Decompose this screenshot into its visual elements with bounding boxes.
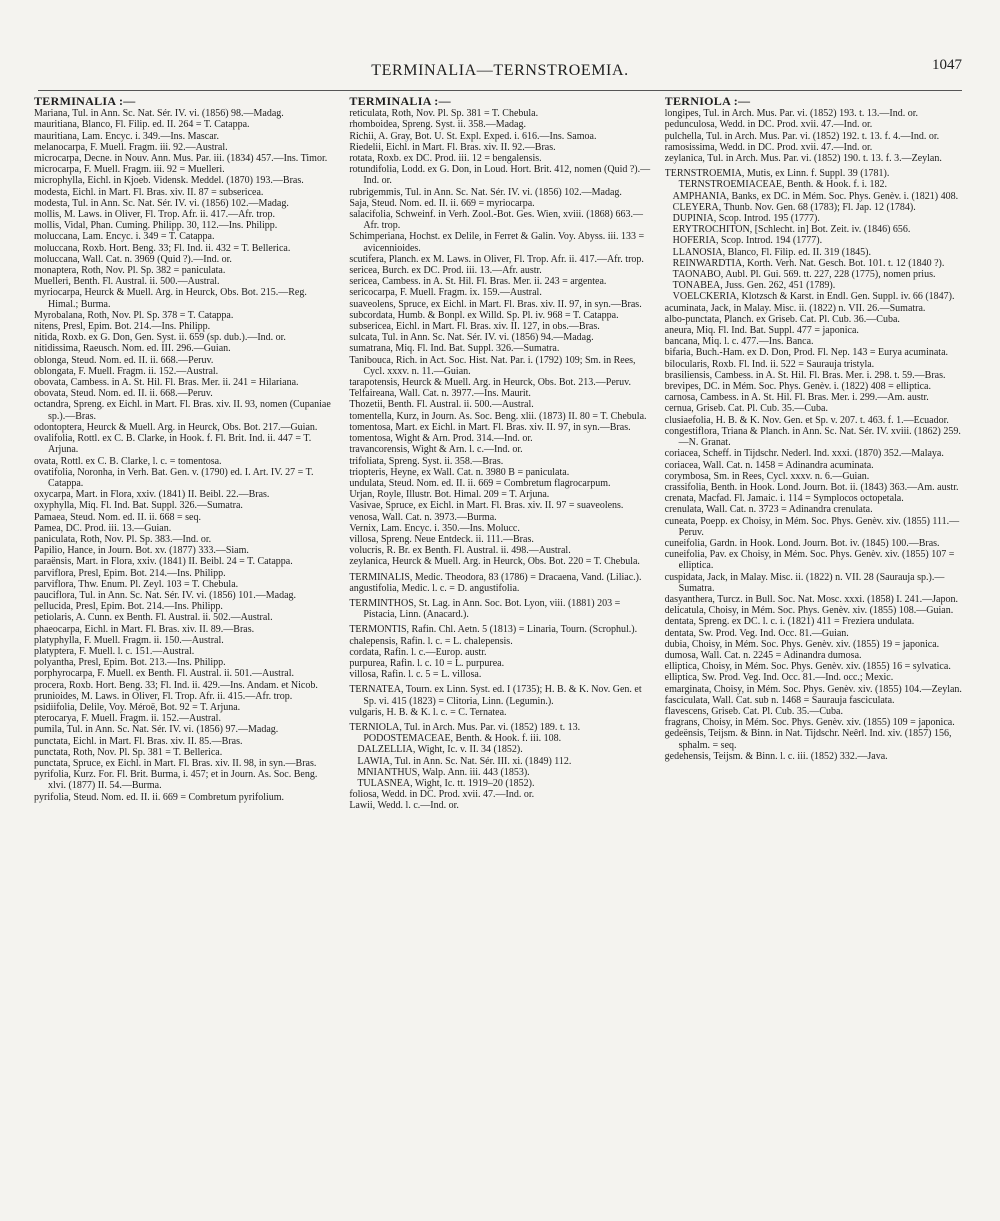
index-entry: crenulata, Wall. Cat. n. 3723 = Adinandra crenulata. xyxy=(664,504,873,516)
index-entry: polyantha, Presl, Epim. Bot. 213.—Ins. Philipp. xyxy=(34,657,226,669)
index-entry: longipes, Tul. in Arch. Mus. Par. vi. (1852) 193. t. 13.—Ind. or. xyxy=(664,108,919,120)
column-heading: TERMINALIA :— xyxy=(34,96,136,108)
index-entry: dumosa, Wall. Cat. n. 2245 = Adinandra dumosa. xyxy=(664,649,862,661)
index-entry: ovatifolia, Noronha, in Verh. Bat. Gen. v. (1790) ed. I. Art. IV. 27 = T. Catappa. xyxy=(34,466,314,489)
index-entry: aneura, Miq. Fl. Ind. Bat. Suppl. 477 = japonica. xyxy=(664,325,859,337)
index-entry: ovalifolia, Rottl. ex C. B. Clarke, in Hook. f. Fl. Brit. Ind. ii. 447 = T. Arjuna. xyxy=(34,433,312,456)
index-entry: brevipes, DC. in Mém. Soc. Phys. Genèv. i. (1822) 408 = elliptica. xyxy=(664,381,931,393)
index-entry: coriacea, Wall. Cat. n. 1458 = Adinandra acuminata. xyxy=(664,459,874,471)
column-left xyxy=(34,96,335,1209)
index-entry: ramosissima, Wedd. in DC. Prod. xvii. 47.—Ind. or. xyxy=(664,141,873,153)
index-entry: phaeocarpa, Eichl. in Mart. Fl. Bras. xiv. II. 89.—Bras. xyxy=(34,623,255,635)
header-rule xyxy=(38,90,962,91)
synonym-entry: TONABEA, Juss. Gen. 262, 451 (1789). xyxy=(672,280,836,292)
index-entry: nitida, Roxb. ex G. Don, Gen. Syst. ii. 659 (sp. dub.).—Ind. or. xyxy=(34,332,286,344)
index-entry: pyrifolia, Steud. Nom. ed. II. ii. 669 = Combretum pyrifolium. xyxy=(34,791,285,803)
index-entry: salacifolia, Schweinf. in Verh. Zool.-Bot. Ges. Wien, xviii. (1868) 663.—Afr. trop. xyxy=(349,209,643,232)
index-entry: cernua, Griseb. Cat. Pl. Cub. 35.—Cuba. xyxy=(664,403,828,415)
index-entry: subcordata, Humb. & Bonpl. ex Willd. Sp. Pl. iv. 968 = T. Catappa. xyxy=(349,309,619,321)
column-heading: TERNIOLA :— xyxy=(664,96,751,108)
columns xyxy=(34,96,966,1209)
index-entry: cuneifolia, Pav. ex Choisy, in Mém. Soc. Phys. Genèv. xiv. (1855) 107 = elliptica. xyxy=(664,549,955,572)
index-entry: sumatrana, Miq. Fl. Ind. Bat. Suppl. 326.—Sumatra. xyxy=(349,343,560,355)
page-title: TERMINALIA—TERNSTROEMIA. xyxy=(371,62,629,79)
index-entry: scutifera, Planch. ex M. Laws. in Oliver, Fl. Trop. Afr. ii. 417.—Afr. trop. xyxy=(349,253,644,265)
index-entry: platyphylla, F. Muell. Fragm. ii. 150.—Austral. xyxy=(34,634,224,646)
index-entry: suaveolens, Spruce, ex Eichl. in Mart. Fl. Bras. xiv. II. 97, in syn.—Bras. xyxy=(349,298,642,310)
synonym-entry: LAWIA, Tul. in Ann. Sc. Nat. Sér. III. xi. (1849) 112. xyxy=(357,755,572,767)
index-entry: microcarpa, F. Muell. Fragm. iii. 92 = Muelleri. xyxy=(34,164,225,176)
index-entry: nitens, Presl, Epim. Bot. 214.—Ins. Philipp. xyxy=(34,321,211,333)
index-entry: oxyphylla, Miq. Fl. Ind. Bat. Suppl. 326.—Sumatra. xyxy=(34,500,243,512)
index-entry: sericea, Cambess. in A. St. Hil. Fl. Bras. Mer. ii. 243 = argentea. xyxy=(349,276,607,288)
index-entry: Myrobalana, Roth, Nov. Pl. Sp. 378 = T. Catappa. xyxy=(34,309,234,321)
index-entry: moluccana, Lam. Encyc. i. 349 = T. Catappa. xyxy=(34,231,215,243)
index-entry: moluccana, Wall. Cat. n. 3969 (Quid ?).—Ind. or. xyxy=(34,253,232,265)
index-entry: crassifolia, Benth. in Hook. Lond. Journ. Bot. ii. (1843) 363.—Am. austr. xyxy=(664,481,959,493)
index-entry: pumila, Tul. in Ann. Sc. Nat. Sér. IV. vi. (1856) 97.—Madag. xyxy=(34,724,279,736)
synonym-entry: DUPINIA, Scop. Introd. 195 (1777). xyxy=(672,213,820,225)
index-entry: rhomboidea, Spreng. Syst. ii. 358.—Madag. xyxy=(349,119,526,131)
index-entry: travancorensis, Wight & Arn. l. c.—Ind. or. xyxy=(349,444,523,456)
synonym-entry: MNIANTHUS, Walp. Ann. iii. 443 (1853). xyxy=(357,766,530,778)
index-entry: corymbosa, Sm. in Rees, Cycl. xxxv. n. 6.—Guian. xyxy=(664,470,870,482)
index-entry: Muelleri, Benth. Fl. Austral. ii. 500.—Austral. xyxy=(34,276,220,288)
index-entry: myriocarpa, Heurck & Muell. Arg. in Heurck, Obs. Bot. 215.—Reg. Himal.; Burma. xyxy=(34,287,307,310)
index-entry: modesta, Eichl. in Mart. Fl. Bras. xiv. II. 87 = subsericea. xyxy=(34,186,264,198)
index-entry: congestiflora, Triana & Planch. in Ann. Sc. Nat. Sér. IV. xviii. (1862) 259.—N. Granat. xyxy=(664,425,961,449)
index-entry: venosa, Wall. Cat. n. 3973.—Burma. xyxy=(349,511,497,523)
index-entry: cuspidata, Jack, in Malay. Misc. ii. (1822) n. VII. 28 (Saurauja sp.).—Sumatra. xyxy=(664,571,945,594)
index-entry: mollis, M. Laws. in Oliver, Fl. Trop. Afr. ii. 417.—Afr. trop. xyxy=(34,209,276,221)
index-entry: mauritiana, Blanco, Fl. Filip. ed. II. 264 = T. Catappa. xyxy=(34,119,250,131)
index-entry: petiolaris, A. Cunn. ex Benth. Fl. Austral. ii. 502.—Austral. xyxy=(34,612,273,624)
index-entry: mauritiana, Lam. Encyc. i. 349.—Ins. Mascar. xyxy=(34,130,219,142)
page-number: 1047 xyxy=(932,57,962,73)
index-entry: sulcata, Tul. in Ann. Sc. Nat. Sér. IV. vi. (1856) 94.—Madag. xyxy=(349,332,594,344)
genus-entry: TERMINALIS, Medic. Theodora, 83 (1786) = Dracaena, Vand. (Liliac.). xyxy=(349,571,642,583)
index-entry: carnosa, Cambess. in A. St. Hil. Fl. Bras. Mer. i. 299.—Am. austr. xyxy=(664,392,929,404)
index-entry: zeylanica, Heurck & Muell. Arg. in Heurck, Obs. Bot. 220 = T. Chebula. xyxy=(349,556,640,568)
index-entry: cuneifolia, Gardn. in Hook. Lond. Journ. Bot. iv. (1845) 100.—Bras. xyxy=(664,537,940,549)
synonym-entry: VOELCKERIA, Klotzsch & Karst. in Endl. Gen. Suppl. iv. 66 (1847). xyxy=(672,291,955,303)
index-entry: Vernix, Lam. Encyc. i. 350.—Ins. Molucc. xyxy=(349,522,520,534)
index-entry: rotata, Roxb. ex DC. Prod. iii. 12 = bengalensis. xyxy=(349,153,542,165)
index-entry: punctata, Roth, Nov. Pl. Sp. 381 = T. Bellerica. xyxy=(34,746,223,758)
index-entry: subsericea, Eichl. in Mart. Fl. Bras. xiv. II. 127, in obs.—Bras. xyxy=(349,321,600,333)
index-entry: microcarpa, Decne. in Nouv. Ann. Mus. Par. iii. (1834) 457.—Ins. Timor. xyxy=(34,153,328,165)
synonym-entry: AMPHANIA, Banks, ex DC. in Mém. Soc. Phys. Genèv. i. (1821) 408. xyxy=(672,190,959,202)
synonym-entry: REINWARDTIA, Korth. Verh. Nat. Gesch. Bot. 101. t. 12 (1840 ?). xyxy=(672,257,945,269)
index-entry: dasyanthera, Turcz. in Bull. Soc. Nat. Mosc. xxxi. (1858) I. 241.—Japon. xyxy=(664,593,958,605)
index-entry: paraënsis, Mart. in Flora, xxiv. (1841) II. Beibl. 24 = T. Catappa. xyxy=(34,556,293,568)
index-entry: coriacea, Scheff. in Tijdschr. Nederl. Ind. xxxi. (1870) 352.—Malaya. xyxy=(664,448,944,460)
index-entry: tomentella, Kurz, in Journ. As. Soc. Beng. xlii. (1873) II. 80 = T. Chebula. xyxy=(349,410,647,422)
index-entry: pauciflora, Tul. in Ann. Sc. Nat. Sér. IV. vi. (1856) 101.—Madag. xyxy=(34,589,297,601)
index-entry: chalepensis, Rafin. l. c. = L. chalepensis. xyxy=(349,635,513,647)
synonym-entry: HOFERIA, Scop. Introd. 194 (1777). xyxy=(672,235,823,247)
index-entry: zeylanica, Tul. in Arch. Mus. Par. vi. (1852) 190. t. 13. f. 3.—Zeylan. xyxy=(664,153,942,165)
genus-entry: TERMONTIS, Rafin. Chl. Aetn. 5 (1813) = Linaria, Tourn. (Scrophul.). xyxy=(349,624,638,636)
genus-entry: TERNATEA, Tourn. ex Linn. Syst. ed. I (1735); H. B. & K. Nov. Gen. et Sp. vi. 415 (1823) = Clitoria, Linn. (Legumin.). xyxy=(349,684,642,707)
index-entry: villosa, Rafin. l. c. 5 = L. villosa. xyxy=(349,669,482,681)
synonym-entry: ERYTROCHITON, [Schlecht. in] Bot. Zeit. iv. (1846) 656. xyxy=(672,224,911,236)
index-entry: gedeënsis, Teijsm. & Binn. in Nat. Tijdschr. Neêrl. Ind. xiv. (1857) 156, sphalm. = seq. xyxy=(664,728,952,751)
index-entry: sericea, Burch. ex DC. Prod. iii. 13.—Afr. austr. xyxy=(349,265,542,277)
index-entry: dentata, Spreng. ex DC. l. c. i. (1821) 411 = Freziera undulata. xyxy=(664,616,915,628)
index-entry: flavescens, Griseb. Cat. Pl. Cub. 35.—Cuba. xyxy=(664,705,843,717)
index-entry: obovata, Steud. Nom. ed. II. ii. 668.—Peruv. xyxy=(34,388,213,400)
index-entry: fragrans, Choisy, in Mém. Soc. Phys. Genèv. xiv. (1855) 109 = japonica. xyxy=(664,717,955,729)
genus-entry: TERNIOLA, Tul. in Arch. Mus. Par. vi. (1852) 189. t. 13. PODOSTEMACEAE, Benth. & Hook. f. iii. 108. xyxy=(349,721,581,745)
index-entry: delicatula, Choisy, in Mém. Soc. Phys. Genèv. xiv. (1855) 108.—Guian. xyxy=(664,605,954,617)
index-entry: foliosa, Wedd. in DC. Prod. xvii. 47.—Ind. or. xyxy=(349,789,535,801)
index-entry: pulchella, Tul. in Arch. Mus. Par. vi. (1852) 192. t. 13. f. 4.—Ind. or. xyxy=(664,130,940,142)
index-entry: bancana, Miq. l. c. 477.—Ins. Banca. xyxy=(664,336,814,348)
index-entry: volucris, R. Br. ex Benth. Fl. Austral. ii. 498.—Austral. xyxy=(349,545,571,557)
index-entry: Papilio, Hance, in Journ. Bot. xv. (1877) 333.—Siam. xyxy=(34,545,249,557)
index-entry: rotundifolia, Lodd. ex G. Don, in Loud. Hort. Brit. 412, nomen (Quid ?).—Ind. or. xyxy=(349,164,651,187)
index-entry: Pamea, DC. Prod. iii. 13.—Guian. xyxy=(34,522,172,534)
index-entry: prunioides, M. Laws. in Oliver, Fl. Trop. Afr. ii. 415.—Afr. trop. xyxy=(34,690,293,702)
index-entry: albo-punctata, Planch. ex Griseb. Cat. Pl. Cub. 36.—Cuba. xyxy=(664,313,900,325)
index-entry: parviflora, Thw. Enum. Pl. Zeyl. 103 = T. Chebula. xyxy=(34,578,239,590)
index-entry: bilocularis, Roxb. Fl. Ind. ii. 522 = Saurauja tristyla. xyxy=(664,358,875,370)
index-entry: Riedelii, Eichl. in Mart. Fl. Bras. xiv. II. 92.—Bras. xyxy=(349,141,556,153)
index-entry: platyptera, F. Muell. l. c. 151.—Austral. xyxy=(34,645,195,657)
index-entry: undulata, Steud. Nom. ed. II. ii. 669 = Combretum flagrocarpum. xyxy=(349,477,611,489)
index-entry: pedunculosa, Wedd. in DC. Prod. xvii. 47.—Ind. or. xyxy=(664,119,873,131)
index-entry: bifaria, Buch.-Ham. ex D. Don, Prod. Fl. Nep. 143 = Eurya acuminata. xyxy=(664,347,949,359)
index-entry: porphyrocarpa, F. Muell. ex Benth. Fl. Austral. ii. 501.—Austral. xyxy=(34,668,294,680)
index-entry: Schimperiana, Hochst. ex Delile, in Ferret & Galin. Voy. Abyss. iii. 133 = avicennioides. xyxy=(349,231,645,254)
index-entry: modesta, Tul. in Ann. Sc. Nat. Sér. IV. vi. (1856) 102.—Madag. xyxy=(34,197,289,209)
index-entry: dubia, Choisy, in Mém. Soc. Phys. Genèv. xiv. (1855) 19 = japonica. xyxy=(664,638,940,650)
genus-entry: TERMINTHOS, St. Lag. in Ann. Soc. Bot. Lyon, viii. (1881) 203 = Pistacia, Linn. (Anacard.). xyxy=(349,597,621,621)
column-middle xyxy=(349,96,650,1209)
index-entry: octandra, Spreng. ex Eichl. in Mart. Fl. Bras. xiv. II. 93, nomen (Cupaniae sp.).—Bras. xyxy=(34,399,331,422)
index-entry: parviflora, Presl, Epim. Bot. 214.—Ins. Philipp. xyxy=(34,567,226,579)
index-entry: pyrifolia, Kurz. For. Fl. Brit. Burma, i. 457; et in Journ. As. Soc. Beng. xlvi. (1877) II. 54.—Burma. xyxy=(34,769,318,792)
index-entry: nitidissima, Raeusch. Nom. ed. III. 296.—Guian. xyxy=(34,343,231,355)
index-entry: purpurea, Rafin. l. c. 10 = L. purpurea. xyxy=(349,657,505,669)
index-entry: cordata, Rafin. l. c.—Europ. austr. xyxy=(349,646,487,658)
index-entry: Tanibouca, Rich. in Act. Soc. Hist. Nat. Par. i. (1792) 109; Sm. in Rees, Cycl. xxxv. n. 11.—Guian. xyxy=(349,354,636,377)
index-entry: ovata, Rottl. ex C. B. Clarke, l. c. = tomentosa. xyxy=(34,455,222,467)
index-entry: vulgaris, H. B. & K. l. c. = C. Ternatea. xyxy=(349,706,507,718)
index-entry: Saja, Steud. Nom. ed. II. ii. 669 = myriocarpa. xyxy=(349,197,535,209)
index-entry: villosa, Spreng. Neue Entdeck. ii. 111.—Bras. xyxy=(349,533,534,545)
index-entry: microphylla, Eichl. in Kjoeb. Vidensk. Meddel. (1870) 193.—Bras. xyxy=(34,175,304,187)
index-entry: sericocarpa, F. Muell. Fragm. ix. 159.—Austral. xyxy=(349,287,542,299)
column-right xyxy=(665,96,966,1209)
index-entry: acuminata, Jack, in Malay. Misc. ii. (1822) n. VII. 26.—Sumatra. xyxy=(664,302,926,314)
index-entry: reticulata, Roth, Nov. Pl. Sp. 381 = T. Chebula. xyxy=(349,108,539,120)
index-entry: psidiifolia, Delile, Voy. Méroë, Bot. 92 = T. Arjuna. xyxy=(34,701,241,713)
index-entry: moluccana, Roxb. Hort. Beng. 33; Fl. Ind. ii. 432 = T. Bellerica. xyxy=(34,242,291,254)
index-entry: procera, Roxb. Hort. Beng. 33; Fl. Ind. ii. 429.—Ins. Andam. et Nicob. xyxy=(34,679,318,691)
index-entry: brasiliensis, Cambess. in A. St. Hil. Fl. Bras. Mer. i. 298. t. 59.—Bras. xyxy=(664,369,946,381)
index-entry: clusiaefolia, H. B. & K. Nov. Gen. et Sp. v. 207. t. 463. f. 1.—Ecuador. xyxy=(664,414,949,426)
index-entry: Richii, A. Gray, Bot. U. St. Expl. Exped. i. 616.—Ins. Samoa. xyxy=(349,130,597,142)
index-entry: Mariana, Tul. in Ann. Sc. Nat. Sér. IV. vi. (1856) 98.—Madag. xyxy=(34,108,284,120)
index-entry: Pamaea, Steud. Nom. ed. II. ii. 668 = seq. xyxy=(34,511,201,523)
index-entry: triopteris, Heyne, ex Wall. Cat. n. 3980 B = paniculata. xyxy=(349,466,570,478)
index-entry: rubrigemmis, Tul. in Ann. Sc. Nat. Sér. IV. vi. (1856) 102.—Madag. xyxy=(349,186,622,198)
index-entry: gedehensis, Teijsm. & Binn. l. c. iii. (1852) 332.—Java. xyxy=(664,750,888,762)
index-entry: melanocarpa, F. Muell. Fragm. iii. 92.—Austral. xyxy=(34,141,228,153)
index-entry: elliptica, Choisy, in Mém. Soc. Phys. Genèv. xiv. (1855) 16 = sylvatica. xyxy=(664,661,951,673)
index-entry: angustifolia, Medic. l. c. = D. angustifolia. xyxy=(349,582,520,594)
index-entry: Urjan, Royle, Illustr. Bot. Himal. 209 = T. Arjuna. xyxy=(349,489,550,501)
index-entry: mollis, Vidal, Phan. Cuming. Philipp. 30, 112.—Ins. Philipp. xyxy=(34,220,278,232)
running-header xyxy=(0,57,1000,86)
index-entry: pterocarya, F. Muell. Fragm. ii. 152.—Austral. xyxy=(34,713,221,725)
index-entry: oxycarpa, Mart. in Flora, xxiv. (1841) II. Beibl. 22.—Bras. xyxy=(34,489,270,501)
synonym-entry: TAONABO, Aubl. Pl. Gui. 569. tt. 227, 228 (1775), nomen prius. xyxy=(672,269,936,281)
index-entry: Lawii, Wedd. l. c.—Ind. or. xyxy=(349,800,459,812)
index-entry: paniculata, Roth, Nov. Pl. Sp. 383.—Ind. or. xyxy=(34,533,212,545)
index-entry: crenata, Macfad. Fl. Jamaic. i. 114 = Symplocos octopetala. xyxy=(664,493,904,505)
index-entry: oblonga, Steud. Nom. ed. II. ii. 668.—Peruv. xyxy=(34,354,214,366)
index-entry: monaptera, Roth, Nov. Pl. Sp. 382 = paniculata. xyxy=(34,265,226,277)
index-entry: tarapotensis, Heurck & Muell. Arg. in Heurck, Obs. Bot. 213.—Peruv. xyxy=(349,377,631,389)
index-entry: odontoptera, Heurck & Muell. Arg. in Heurck, Obs. Bot. 217.—Guian. xyxy=(34,421,318,433)
index-entry: elliptica, Sw. Prod. Veg. Ind. Occ. 81.—Ind. occ.; Mexic. xyxy=(664,672,894,684)
index-entry: Thozetii, Benth. Fl. Austral. ii. 500.—Austral. xyxy=(349,399,534,411)
genus-entry: TERNSTROEMIA, Mutis, ex Linn. f. Suppl. 39 (1781). TERNSTROEMIACEAE, Benth. & Hook. f. i. 182. xyxy=(664,168,890,191)
index-entry: obovata, Cambess. in A. St. Hil. Fl. Bras. Mer. ii. 241 = Hilariana. xyxy=(34,377,299,389)
index-entry: pellucida, Presl, Epim. Bot. 214.—Ins. Philipp. xyxy=(34,601,223,613)
index-entry: oblongata, F. Muell. Fragm. ii. 152.—Austral. xyxy=(34,365,219,377)
index-entry: punctata, Eichl. in Mart. Fl. Bras. xiv. II. 85.—Bras. xyxy=(34,735,243,747)
synonym-entry: LLANOSIA, Blanco, Fl. Filip. ed. II. 319 (1845). xyxy=(672,246,871,258)
index-entry: Telfaireana, Wall. Cat. n. 3977.—Ins. Maurit. xyxy=(349,388,531,400)
index-entry: fasciculata, Wall. Cat. sub n. 1468 = Saurauja fasciculata. xyxy=(664,694,895,706)
index-entry: tomentosa, Mart. ex Eichl. in Mart. Fl. Bras. xiv. II. 97, in syn.—Bras. xyxy=(349,421,631,433)
index-entry: cuneata, Poepp. ex Choisy, in Mém. Soc. Phys. Genèv. xiv. (1855) 111.—Peruv. xyxy=(664,515,960,538)
column-heading: TERMINALIA :— xyxy=(349,96,451,108)
synonym-entry: DALZELLIA, Wight, Ic. v. II. 34 (1852). xyxy=(357,744,523,756)
index-entry: trifoliata, Spreng. Syst. ii. 358.—Bras. xyxy=(349,455,504,467)
index-entry: Vasivae, Spruce, ex Eichl. in Mart. Fl. Bras. xiv. II. 97 = suaveolens. xyxy=(349,500,624,512)
index-entry: tomentosa, Wight & Arn. Prod. 314.—Ind. or. xyxy=(349,433,533,445)
synonym-entry: TULASNEA, Wight, Ic. tt. 1919–20 (1852). xyxy=(357,777,535,789)
index-entry: punctata, Spruce, ex Eichl. in Mart. Fl. Bras. xiv. II. 98, in syn.—Bras. xyxy=(34,757,317,769)
index-entry: emarginata, Choisy, in Mém. Soc. Phys. Genèv. xiv. (1855) 104.—Zeylan. xyxy=(664,683,962,695)
synonym-entry: CLEYERA, Thunb. Nov. Gen. 68 (1783); Fl. Jap. 12 (1784). xyxy=(672,201,916,213)
index-entry: dentata, Sw. Prod. Veg. Ind. Occ. 81.—Guian. xyxy=(664,627,849,639)
